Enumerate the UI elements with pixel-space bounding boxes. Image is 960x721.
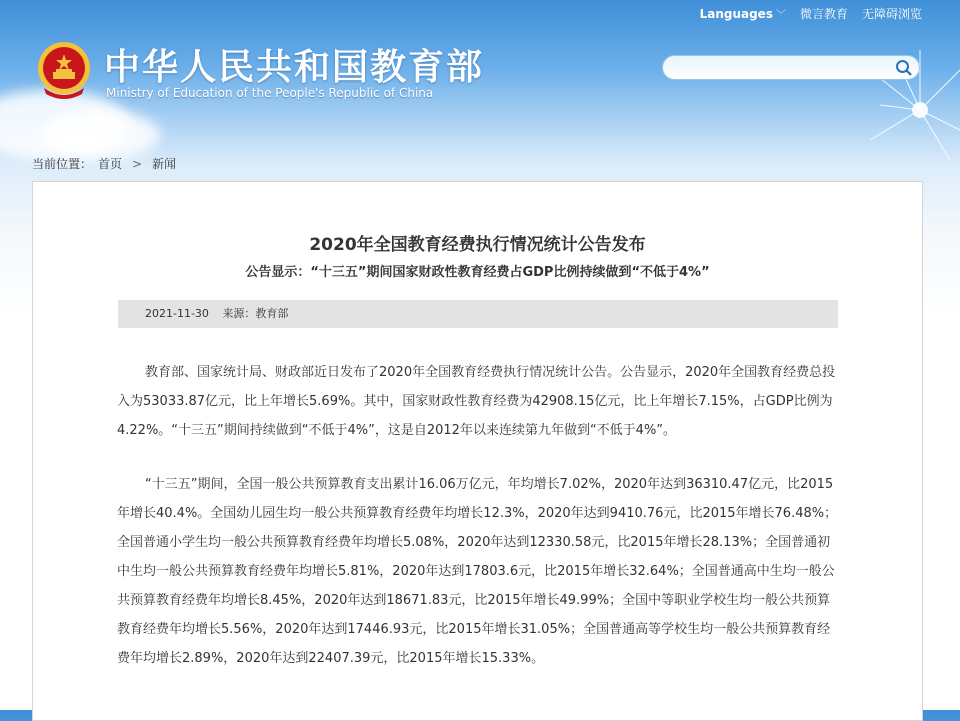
- article-meta-bar: [118, 300, 838, 328]
- national-emblem-icon: [34, 40, 94, 102]
- search-input[interactable]: [673, 58, 887, 79]
- breadcrumb-prefix: 当前位置：: [32, 157, 93, 171]
- top-links: [700, 5, 922, 22]
- breadcrumb-current[interactable]: 新闻: [152, 157, 177, 171]
- article-paragraph: 教育部、国家统计局、财政部近日发布了2020年全国教育经费执行情况统计公告。公告显示，2020年全国教育经费总投入为53033.87亿元，比上年增长5.69%。其中，国家财政性教育经费为42908.15亿元，比上年增长7.15%，占GDP比例为4.22%。“十三五”期间持续做到“不低于4%”，这是自2012年以来连续第九年做到“不低于4%”。: [117, 365, 836, 438]
- article-card: [32, 181, 923, 721]
- article-subtitle: 公告显示：“十三五”期间国家财政性教育经费占GDP比例持续做到“不低于4%”: [245, 265, 710, 280]
- breadcrumb-separator: >: [132, 156, 143, 171]
- languages-menu[interactable]: [700, 6, 786, 21]
- article-title: 2020年全国教育经费执行情况统计公告发布: [309, 235, 646, 255]
- search-box: [662, 55, 920, 80]
- cloud-decoration: [40, 110, 160, 160]
- article-paragraph: “十三五”期间，全国一般公共预算教育支出累计16.06万亿元，年均增长7.02%，2020年达到36310.47亿元，比2015年增长40.4%。全国幼儿园生均一般公共预算教育经费年均增长12.3%，2020年达到9410.76元，比2015年增长76.48%；全国普通小学生均一般公共预算教育经费年均增长5.08%，2020年达到12330.58元，比2015年增长28.13%；全国普通初中生均一般公共预算教育经费年均增长5.81%，2020年达到17803.6元，比2015年增长32.64%；全国普通高中生均一般公共预算教育经费年均增长8.45%，2020年达到18671.83元，比2015年增长49.99%；全国中等职业学校生均一般公共预算教育经费年均增长5.56%，2020年达到17446.93元，比2015年增长31.05%；全国普通高等学校生均一般公共预算教育经费年均增长2.89%，2020年达到22407.39元，比2015年增长15.33%。: [117, 477, 838, 666]
- search-icon[interactable]: [895, 59, 913, 77]
- chevron-down-icon: ﹀: [775, 10, 786, 21]
- site-subtitle: Ministry of Education of the People's Republic of China: [106, 86, 434, 100]
- article-date: 2021-11-30: [145, 307, 209, 320]
- breadcrumb-home[interactable]: 首页: [98, 157, 123, 171]
- languages-label: Languages: [699, 7, 773, 21]
- article-source: 来源：教育部: [222, 307, 289, 320]
- weibo-link[interactable]: 微言教育: [799, 7, 848, 21]
- breadcrumb: [32, 155, 176, 172]
- accessibility-link[interactable]: 无障碍浏览: [861, 7, 922, 21]
- site-title[interactable]: 中华人民共和国教育部: [104, 46, 485, 88]
